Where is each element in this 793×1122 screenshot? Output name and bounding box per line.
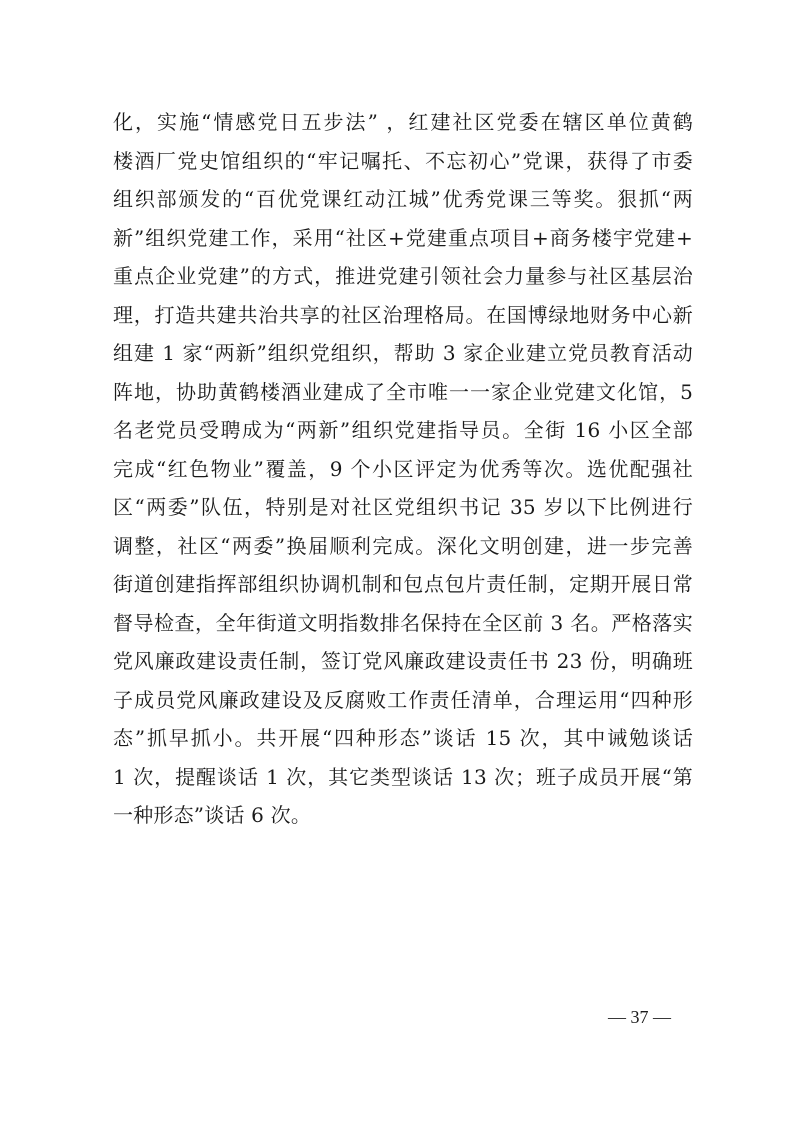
text-line: 理，打造共建共治共享的社区治理格局。在国博绿地财务中心新 <box>113 302 693 327</box>
text-line: 新”组织党建工作，采用“社区+党建重点项目+商务楼宇党建+ <box>113 225 693 250</box>
text-line: 街道创建指挥部组织协调机制和包点包片责任制，定期开展日常 <box>113 572 693 596</box>
page-number: — 37 — <box>608 1007 671 1027</box>
text-line: 区“两委”队伍，特别是对社区党组织书记 35 岁以下比例进行 <box>113 495 693 519</box>
text-line: 1 次，提醒谈话 1 次，其它类型谈话 13 次；班子成员开展“第 <box>113 764 693 789</box>
text-line: 重点企业党建”的方式，推进党建引领社会力量参与社区基层治 <box>113 264 693 288</box>
text-line: 子成员党风廉政建设及反腐败工作责任清单，合理运用“四种形 <box>113 687 693 712</box>
text-line: 党风廉政建设责任制，签订党风廉政建设责任书 23 份，明确班 <box>113 649 693 673</box>
text-line: 阵地，协助黄鹤楼酒业建成了全市唯一一家企业党建文化馆，5 <box>113 379 693 404</box>
text-line: 态”抓早抓小。共开展“四种形态”谈话 15 次，其中诫勉谈话 <box>113 726 693 750</box>
text-line: 完成“红色物业”覆盖，9 个小区评定为优秀等次。选优配强社 <box>113 456 693 481</box>
body-text <box>113 103 693 835</box>
text-line: 化，实施“情感党日五步法” ，红建社区党委在辖区单位黄鹤 <box>113 110 693 134</box>
text-line: 楼酒厂党史馆组织的“牢记嘱托、不忘初心”党课，获得了市委 <box>113 148 693 173</box>
text-line: 组建 1 家“两新”组织党组织，帮助 3 家企业建立党员教育活动 <box>113 341 693 365</box>
text-line: 一种形态”谈话 6 次。 <box>113 803 312 827</box>
text-line: 名老党员受聘成为“两新”组织党建指导员。全街 16 小区全部 <box>113 418 693 442</box>
text-line: 组织部颁发的“百优党课红动江城”优秀党课三等奖。狠抓“两 <box>113 187 693 211</box>
text-line: 调整，社区“两委”换届顺利完成。深化文明创建，进一步完善 <box>113 533 693 558</box>
text-line: 督导检查，全年街道文明指数排名保持在全区前 3 名。严格落实 <box>113 610 693 635</box>
